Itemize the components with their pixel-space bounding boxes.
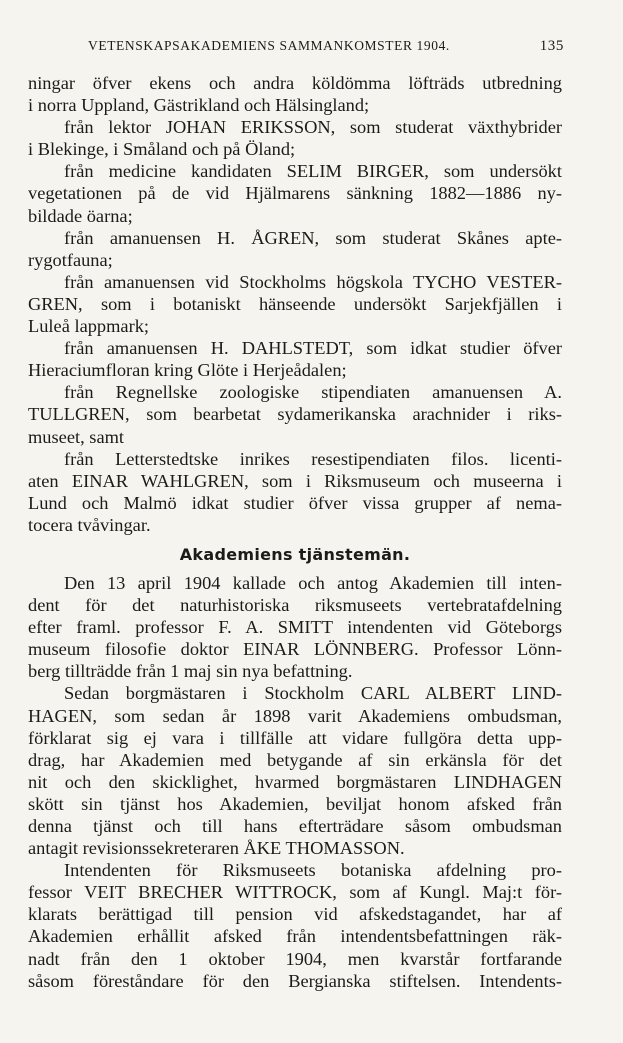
text-line: från lektor JOHAN ERIKSSON, som studerat växthybrider [64, 117, 562, 138]
text-line: från medicine kandidaten SELIM BIRGER, som undersökt [64, 161, 562, 182]
text-line: förklarat sig ej vara i tillfälle att vidare fullgöra detta upp- [28, 727, 562, 748]
section-heading: Akademiens tjänstemän. [179, 544, 411, 564]
text-line: Den 13 april 1904 kallade och antog Akademien till inten- [64, 572, 562, 593]
text-line: från amanuensen vid Stockholms högskola TYCHO VESTER- [64, 271, 562, 292]
text-line: Lund och Malmö idkat studier öfver vissa grupper af nema- [28, 492, 562, 513]
text-line: HAGEN, som sedan år 1898 varit Akademiens ombudsman, [28, 705, 562, 726]
text-line: Sedan borgmästaren i Stockholm CARL ALBERT LIND- [64, 683, 562, 704]
text-line: rygotfauna; [28, 249, 113, 270]
text-line: vegetationen på de vid Hjälmarens sänkning 1882—1886 ny- [28, 183, 562, 204]
running-title: VETENSKAPSAKADEMIENS SAMMANKOMSTER 1904. [88, 38, 450, 53]
text-line: från Letterstedtske inrikes resestipendiaten filos. licenti- [64, 448, 562, 469]
page-number: 135 [539, 38, 564, 54]
text-line: nit och den skicklighet, hvarmed borgmästaren LINDHAGEN [28, 771, 562, 792]
text-line: drag, har Akademien med betygande af sin erkänsla för det [28, 749, 562, 770]
text-line: ningar öfver ekens och andra köldömma löfträds utbredning [28, 73, 562, 93]
text-line: nadt från den 1 oktober 1904, men kvarstår fortfarande [28, 948, 562, 969]
text-line: dent för det naturhistoriska riksmuseets vertebratafdelning [28, 595, 562, 616]
text-line: efter framl. professor F. A. SMITT intendenten vid Göteborgs [28, 617, 562, 638]
text-line: antagit revisionssekreteraren ÅKE THOMASSON. [28, 838, 405, 859]
text-line: denna tjänst och till hans efterträdare såsom ombudsman [28, 816, 562, 836]
paragraphs-officials [28, 572, 562, 992]
text-line: berg tillträdde från 1 maj sin nya befattning. [28, 661, 353, 682]
body-text [28, 72, 562, 992]
text-line: tocera tvåvingar. [28, 514, 151, 535]
text-line: TULLGREN, som bearbetat sydamerikanska arachnider i riks- [28, 404, 562, 425]
text-line: Luleå lappmark; [28, 316, 150, 337]
text-line: museet, samt [28, 426, 125, 447]
text-line: GREN, som i botaniskt hänseende undersökt Sarjekfjällen i [28, 293, 562, 314]
text-line: såsom föreståndare för den Bergianska stiftelsen. Intendents- [28, 970, 562, 991]
text-line: från amanuensen H. ÅGREN, som studerat Skånes apte- [64, 227, 562, 248]
text-line: Hieraciumfloran kring Glöte i Herjeådalen; [28, 360, 347, 381]
text-line: Intendenten för Riksmuseets botaniska afdelning pro- [64, 860, 562, 881]
text-line: i Blekinge, i Småland och på Öland; [28, 139, 296, 160]
text-line: i norra Uppland, Gästrikland och Hälsingland; [28, 95, 370, 116]
text-line: fessor VEIT BRECHER WITTROCK, som af Kungl. Maj:t för- [28, 882, 562, 903]
text-line: museum filosofie doktor EINAR LÖNNBERG. Professor Lönn- [28, 639, 562, 660]
text-line: aten EINAR WAHLGREN, som i Riksmuseum och museerna i [28, 470, 562, 491]
paragraphs-grants [28, 72, 562, 536]
text-line: klarats berättigad till pension vid afskedstagandet, har af [28, 904, 562, 925]
text-line: från amanuensen H. DAHLSTEDT, som idkat studier öfver [64, 338, 562, 359]
text-line: från Regnellske zoologiske stipendiaten amanuensen A. [64, 382, 562, 403]
text-line: skött sin tjänst hos Akademien, beviljat honom afsked från [28, 793, 562, 814]
text-line: bildade öarna; [28, 205, 133, 226]
text-line: Akademien erhållit afsked från intendentsbefattningen räk- [28, 926, 562, 947]
